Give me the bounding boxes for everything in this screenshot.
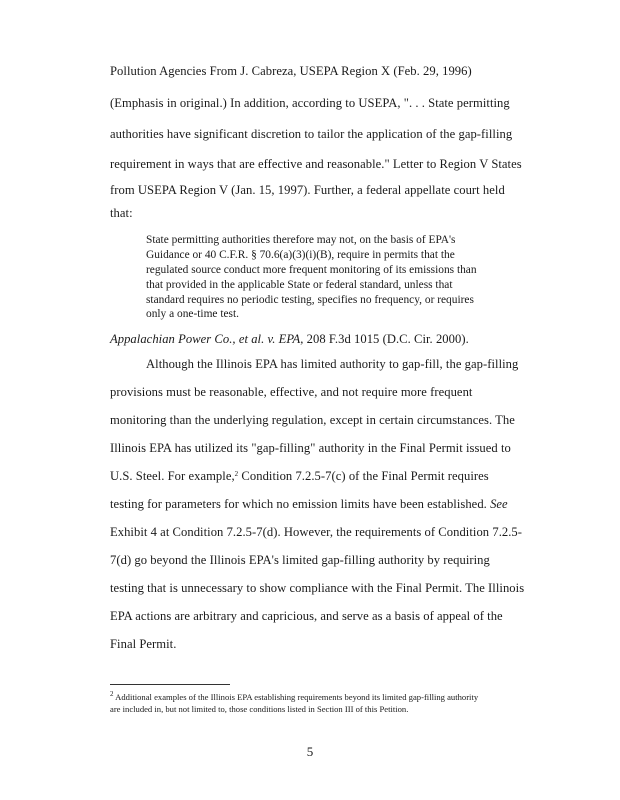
footnote-line: are included in, but not limited to, those conditions listed in Section III of this Petition. bbox=[110, 704, 409, 714]
block-quote-line: State permitting authorities therefore may not, on the basis of EPA's bbox=[146, 234, 456, 246]
body-text: testing for parameters for which no emission limits have been established. bbox=[110, 497, 487, 511]
body-line: (Emphasis in original.) In addition, according to USEPA, ". . . State permitting bbox=[110, 96, 510, 110]
body-text: U.S. Steel. For example, bbox=[110, 469, 235, 483]
citation-line bbox=[110, 332, 469, 347]
body-line: EPA actions are arbitrary and capricious, and serve as a basis of appeal of the bbox=[110, 609, 503, 623]
block-quote-line: standard requires no periodic testing, specifies no frequency, or requires bbox=[146, 294, 474, 306]
body-line: monitoring than the underlying regulation, except in certain circumstances. The bbox=[110, 413, 515, 427]
case-citation: Appalachian Power Co., et al. v. EPA, bbox=[110, 332, 304, 346]
body-line: authorities have significant discretion to tailor the application of the gap-filling bbox=[110, 127, 513, 141]
body-text: Condition 7.2.5-7(c) of the Final Permit requires bbox=[238, 469, 489, 483]
body-line: requirement in ways that are effective and reasonable." Letter to Region V States bbox=[110, 157, 522, 171]
body-line: Although the Illinois EPA has limited authority to gap-fill, the gap-filling bbox=[146, 357, 519, 371]
body-line: Exhibit 4 at Condition 7.2.5-7(d). However, the requirements of Condition 7.2.5- bbox=[110, 525, 523, 539]
block-quote-line: that provided in the applicable State or federal standard, unless that bbox=[146, 279, 453, 291]
body-line: Illinois EPA has utilized its "gap-filling" authority in the Final Permit issued to bbox=[110, 441, 511, 455]
body-line: testing that is unnecessary to show compliance with the Final Permit. The Illinois bbox=[110, 581, 525, 595]
footnote-number: 2 bbox=[110, 690, 114, 698]
footnote-reference: 2 bbox=[234, 470, 239, 478]
body-line: Pollution Agencies From J. Cabreza, USEPA Region X (Feb. 29, 1996) bbox=[110, 64, 472, 78]
footnote-text: Additional examples of the Illinois EPA establishing requirements beyond its limited gap-filling authority bbox=[113, 692, 479, 702]
block-quote-line: regulated source conduct more frequent monitoring of its emissions than bbox=[146, 264, 477, 276]
body-line bbox=[110, 497, 508, 512]
body-line: Final Permit. bbox=[110, 637, 177, 651]
body-line: provisions must be reasonable, effective, and not require more frequent bbox=[110, 385, 473, 399]
citation-reporter: 208 F.3d 1015 (D.C. Cir. 2000). bbox=[303, 332, 469, 346]
body-line: that: bbox=[110, 206, 133, 220]
footnote-divider bbox=[110, 684, 230, 685]
block-quote-line: Guidance or 40 C.F.R. § 70.6(a)(3)(i)(B), require in permits that the bbox=[146, 249, 455, 261]
body-line: 7(d) go beyond the Illinois EPA's limited gap-filling authority by requiring bbox=[110, 553, 490, 567]
body-line bbox=[110, 469, 489, 484]
footnote-line bbox=[110, 692, 478, 702]
page-number: 5 bbox=[306, 744, 314, 759]
body-line: from USEPA Region V (Jan. 15, 1997). Further, a federal appellate court held bbox=[110, 183, 505, 197]
see-signal: See bbox=[486, 497, 508, 511]
block-quote-line: only a one-time test. bbox=[146, 308, 239, 320]
